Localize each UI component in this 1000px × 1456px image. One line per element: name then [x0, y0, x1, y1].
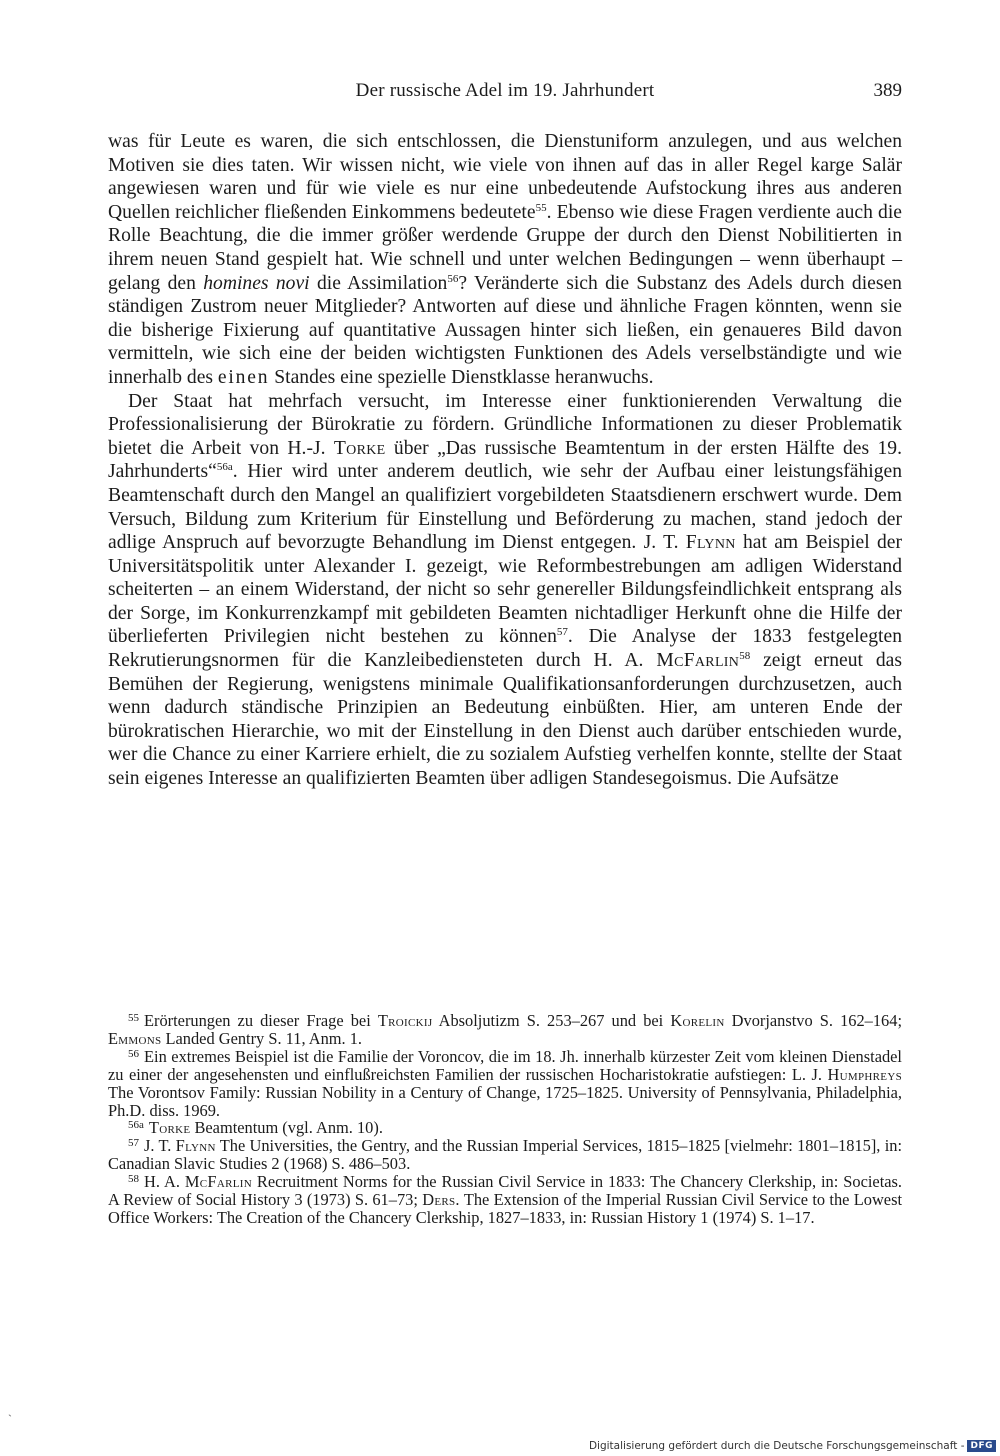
credit-text: Digitalisierung gefördert durch die Deutsche Forschungsgemeinschaft -	[588, 1440, 965, 1452]
footnote-ref-55[interactable]: 55	[535, 201, 547, 214]
footnote-56a: $^{56a}$ Torke Beamtentum (vgl. Anm. 10).	[128, 1118, 383, 1138]
footnote-number: 57	[128, 1137, 139, 1150]
footnote-56: $^{56}$ Ein extremes Beispiel ist die Familie der Voroncov, die im 18. Jh. innerhalb kürzester Zeit vom kleinen Dienstadel zu einer der angesehensten und einflußreichsten Familien der russischen Hocharistokratie aufstiegen: L. J. Humphreys The Vorontsov Family: Russian Nobility in a Century of Change, 1725–1825. University of Pennsylvania, Philadelphia, Ph.D. diss. 1969.	[108, 1046, 902, 1120]
body-text	[108, 130, 902, 791]
paragraph-2: Der Staat hat mehrfach versucht, im Interesse einer funktionierenden Verwaltung die Professionalisierung der Bürokratie zu fördern. Gründliche Informationen zu dieser Problematik bietet die Arbeit von H.-J. Torke über „Das russische Beamtentum in der ersten Hälfte des 19. Jahrhunderts“$^{56a}$. Hier wird unter anderem deutlich, wie sehr der Aufbau einer leistungsfähigen Beamtenschaft durch den Mangel an qualifiziert vorgebildeten Staatsdienern erschwert wurde. Dem Versuch, Bildung zum Kriterium für Einstellung und Beförderung zu machen, stand jedoch der adlige Anspruch auf bevorzugte Behandlung im Dienst entgegen. J. T. Flynn hat am Beispiel der Universitätspolitik unter Alexander I. gezeigt, wie Reformbestrebungen am adligen Widerstand scheiterten – an einem Widerstand, der nicht so sehr genereller Bildungsfeindlichkeit entsprang als der Sorge, im Konkurrenzkampf mit gebildeten Beamten nichtadliger Herkunft ohne die Hilfe der überlieferten Privilegien nicht bestehen zu können$^{57}$. Die Analyse der 1833 festgelegten Rekrutierungsnormen für die Kanzleibediensteten durch H. A. McFarlin$^{58}$ zeigt erneut das Bemühen der Regierung, wenigstens minimale Qualifikationsanforderungen durchzusetzen, auch wenn dadurch ständische Prinzipien an Bedeutung einbüßten. Hier, am unteren Ende der bürokratischen Hierarchie, wo mit der Einstellung in den Dienst auch darüber entschieden wurde, wer die Chance zu einer Karriere erhielt, die zu sozialem Aufstieg verhelfen konnte, stellte der Staat sein eigenes Interesse an qualifizierten Beamten über adligen Standesegoismus. Die Aufsätze	[108, 390, 902, 790]
page-header	[108, 80, 902, 110]
italic-phrase: homines novi	[203, 272, 310, 294]
footnote-55: $^{55}$ Erörterungen zu dieser Frage bei Troickij Absoljutizm S. 253–267 und bei Korelin Dvorjanstvo S. 162–164; Emmons Landed Gentry S. 11, Anm. 1.	[108, 1011, 903, 1048]
footnote-number: 56	[128, 1047, 139, 1060]
author-mcfarlin: McFarlin	[656, 650, 740, 672]
footnote-number: 55	[128, 1012, 139, 1024]
dfg-logo: DFG	[967, 1440, 996, 1452]
footnote-number: 58	[128, 1173, 139, 1186]
scan-mark: `	[8, 1412, 12, 1426]
author-flynn: Flynn	[685, 532, 736, 554]
page-number: 389	[873, 80, 902, 101]
footnote-58: $^{58}$ H. A. McFarlin Recruitment Norms for the Russian Civil Service in 1833: The Chancery Clerkship, in: Societas. A Review of Social History 3 (1973) S. 61–73; Ders. The Extension of the Imperial Russian Civil Service to the Lowest Office Workers: The Creation of the Chancery Clerkship, 1827–1833, in: Russian History 1 (1974) S. 1–17.	[108, 1172, 902, 1227]
footnote-57: $^{57}$ J. T. Flynn The Universities, the Gentry, and the Russian Imperial Services, 1815–1825 [vielmehr: 1801–1815], in: Canadian Slavic Studies 2 (1968) S. 486–503.	[108, 1136, 902, 1174]
footnote-number: 56a	[128, 1119, 144, 1132]
footnote-ref-57[interactable]: 57	[556, 626, 568, 639]
running-head: Der russische Adel im 19. Jahrhundert	[355, 80, 655, 101]
footnote-ref-56[interactable]: 56	[447, 272, 459, 285]
footnotes	[108, 1012, 902, 1227]
digitization-credit	[589, 1440, 996, 1452]
spaced-emphasis: einen	[217, 366, 270, 388]
footnote-ref-58[interactable]: 58	[739, 650, 751, 663]
footnote-ref-56a[interactable]: 56a	[216, 461, 233, 474]
author-torke: Torke	[333, 437, 386, 459]
paragraph-1: was für Leute es waren, die sich entschlossen, die Dienstuniform anzulegen, und aus welchen Motiven sie dies taten. Wir wissen nicht, wie viele von ihnen auf das in aller Regel karge Salär angewiesen waren und für wie viele es nur eine unbedeutende Aufstockung ihres aus anderen Quellen reichlicher fließenden Einkommens bedeutete$^{55}$. Ebenso wie diese Fragen verdiente auch die Rolle Beachtung, die die immer größer werdende Gruppe der durch den Dienst Nobilitierten in ihrem neuen Stand gespielt hat. Wie schnell und unter welchen Bedingungen – wenn überhaupt – gelang den homines novi die Assimilation$^{56}$? Veränderte sich die Substanz des Adels durch diesen ständigen Zustrom neuer Mitglieder? Antworten auf diese und ähnliche Fragen könnten, wenn sie die bisherige Fixierung auf quantitative Aussagen hinter sich ließen, ein genaueres Bild davon vermitteln, wie sich eine der beiden wichtigsten Funktionen des Adels verselbständigte und wie innerhalb des einen Standes eine spezielle Dienstklasse heranwuchs.	[108, 131, 902, 388]
